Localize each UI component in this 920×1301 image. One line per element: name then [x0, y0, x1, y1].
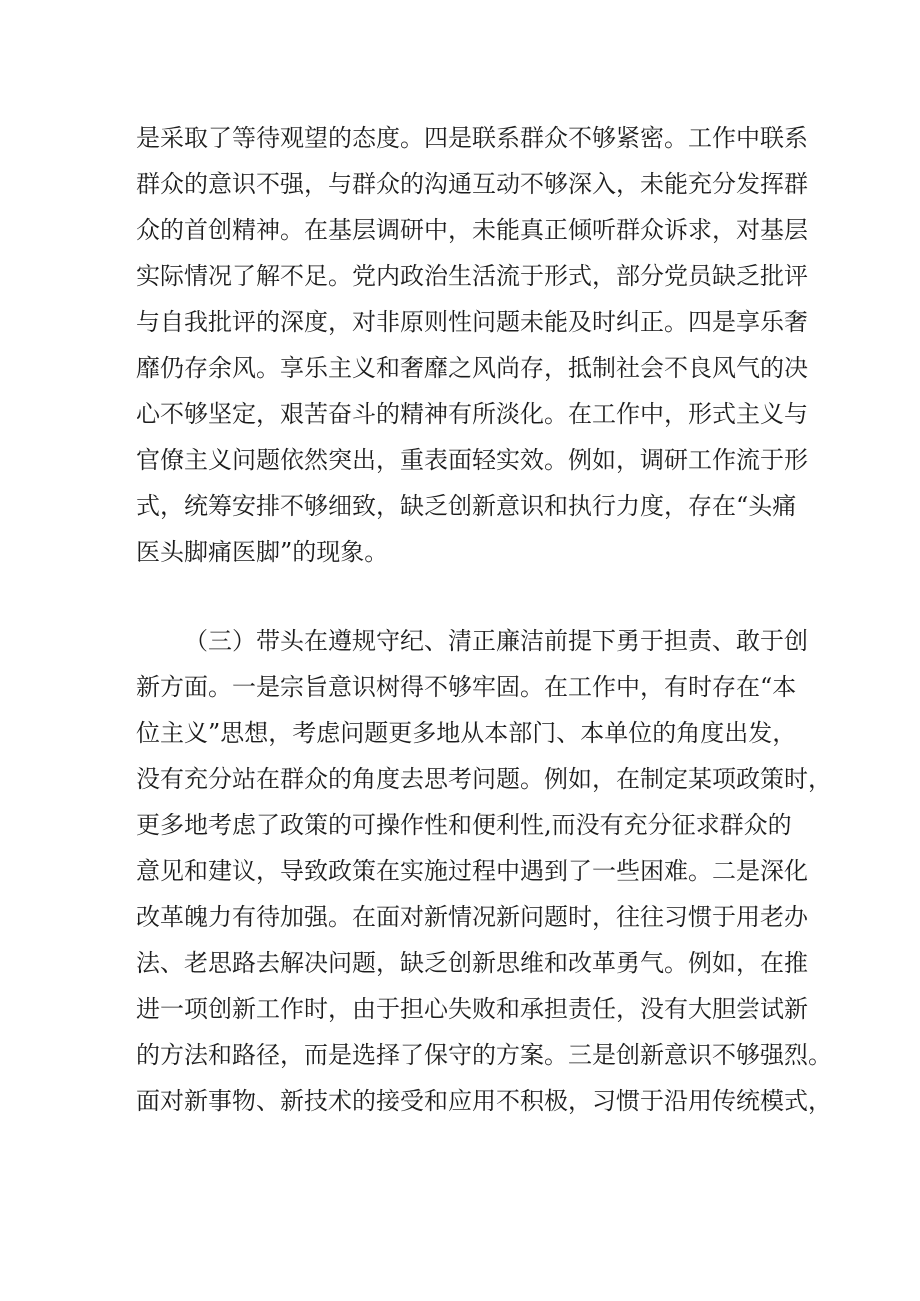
section-heading-line: （三）带头在遵规守纪、清正廉洁前提下勇于担责、敢于创	[184, 627, 808, 655]
text-line: 改革魄力有待加强。在面对新情况新问题时，往往习惯于用老办	[136, 903, 808, 931]
text-line: 面对新事物、新技术的接受和应用不积极，习惯于沿用传统模式，	[136, 1087, 832, 1115]
text-line: 靡仍存余风。享乐主义和奢靡之风尚存，抵制社会不良风气的决	[136, 354, 808, 382]
text-line: 位主义”思想，考虑问题更多地从本部门、本单位的角度出发，	[136, 719, 797, 747]
text-line: 是采取了等待观望的态度。四是联系群众不够紧密。工作中联系	[136, 124, 808, 152]
text-line: 更多地考虑了政策的可操作性和便利性,而没有充分征求群众的	[136, 811, 792, 839]
text-line: 新方面。一是宗旨意识树得不够牢固。在工作中，有时存在“本	[136, 673, 797, 701]
text-line: 法、老思路去解决问题，缺乏创新思维和改革勇气。例如，在推	[136, 949, 808, 977]
text-line: 没有充分站在群众的角度去思考问题。例如，在制定某项政策时，	[136, 765, 832, 793]
text-line: 众的首创精神。在基层调研中，未能真正倾听群众诉求，对基层	[136, 216, 808, 244]
text-line: 实际情况了解不足。党内政治生活流于形式，部分党员缺乏批评	[136, 262, 808, 290]
text-line: 进一项创新工作时，由于担心失败和承担责任，没有大胆尝试新	[136, 995, 808, 1023]
text-line: 式，统筹安排不够细致，缺乏创新意识和执行力度，存在“头痛	[136, 492, 797, 520]
text-line: 心不够坚定，艰苦奋斗的精神有所淡化。在工作中，形式主义与	[136, 400, 808, 428]
text-line: 意见和建议，导致政策在实施过程中遇到了一些困难。二是深化	[136, 857, 808, 885]
text-line: 医头脚痛医脚”的现象。	[136, 538, 389, 566]
text-line: 群众的意识不强，与群众的沟通互动不够深入，未能充分发挥群	[136, 170, 808, 198]
text-line: 与自我批评的深度，对非原则性问题未能及时纠正。四是享乐奢	[136, 308, 808, 336]
text-line: 官僚主义问题依然突出，重表面轻实效。例如，调研工作流于形	[136, 446, 808, 474]
text-line: 的方法和路径，而是选择了保守的方案。三是创新意识不够强烈。	[136, 1041, 832, 1069]
